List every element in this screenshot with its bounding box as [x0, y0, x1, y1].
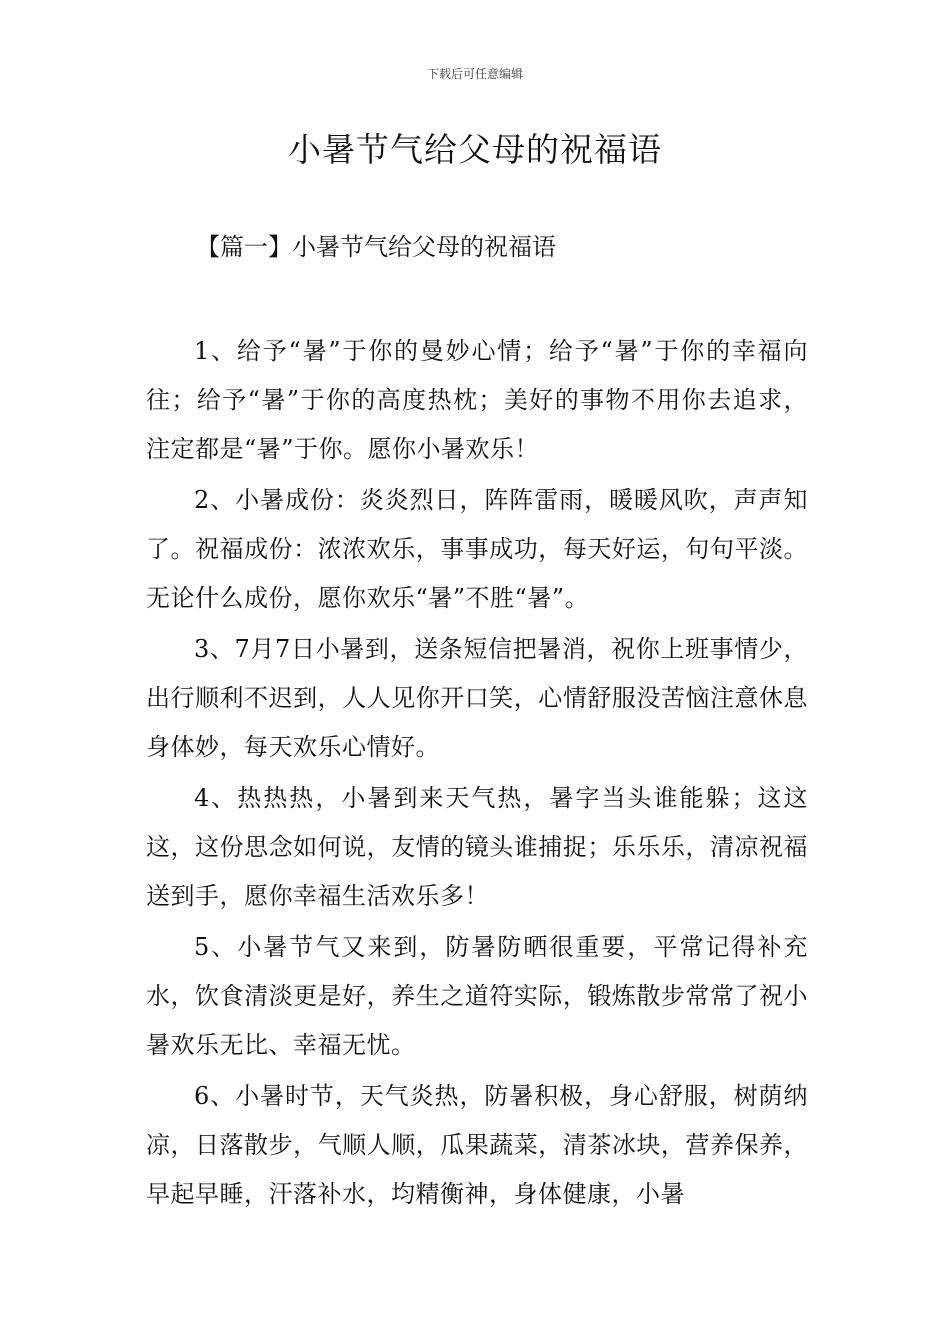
section-heading: 【篇一】小暑节气给父母的祝福语: [196, 233, 556, 261]
paragraph-4: 4、热热热，小暑到来天气热，暑字当头谁能躲；这这这，这份思念如何说，友情的镜头谁捕捉；乐乐乐，清凉祝福送到手，愿你幸福生活欢乐多！: [146, 784, 808, 910]
header-note: 下载后可任意编辑: [426, 67, 523, 81]
paragraph-1: 1、给予“暑”于你的曼妙心情；给予“暑”于你的幸福向往；给予“暑”于你的高度热枕；美好的事物不用你去追求，注定都是“暑”于你。愿你小暑欢乐！: [146, 337, 808, 463]
document-body: [146, 327, 808, 1221]
paragraph-3: 3、7月7日小暑到，送条短信把暑消，祝你上班事情少，出行顺利不迟到，人人见你开口笑，心情舒服没苦恼注意休息身体妙，每天欢乐心情好。: [146, 635, 808, 761]
paragraph-5: 5、小暑节气又来到，防暑防晒很重要，平常记得补充水，饮食清淡更是好，养生之道符实际，锻炼散步常常了祝小暑欢乐无比、幸福无忧。: [146, 933, 808, 1059]
paragraph-6: 6、小暑时节，天气炎热，防暑积极，身心舒服，树荫纳凉，日落散步，气顺人顺，瓜果蔬菜，清茶冰块，营养保养，早起早睡，汗落补水，均精衡神，身体健康，小暑: [146, 1082, 808, 1208]
paragraph-2: 2、小暑成份：炎炎烈日，阵阵雷雨，暖暖风吹，声声知了。祝福成份：浓浓欢乐，事事成功，每天好运，句句平淡。无论什么成份，愿你欢乐“暑”不胜“暑”。: [146, 486, 808, 612]
document-title: 小暑节气给父母的祝福语: [288, 130, 662, 169]
